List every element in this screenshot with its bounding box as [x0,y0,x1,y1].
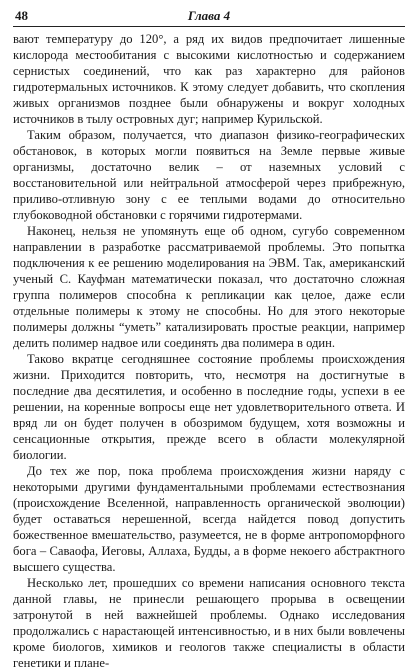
paragraph-2: Таким образом, получается, что диапазон физико-географических обстановок, в которых могли появиться на Земле первые живые организмы, достаточно велик – от наземных условий с восстановительной или нейтральной атмосферой через прибрежную, приливо-отливную зону с ее теплыми водами до относительно глубоководной обстановки с горячими гидротермами. [13,128,405,222]
paragraph-3: Наконец, нельзя не упомянуть еще об одном, сугубо современном направлении в разработке рассматриваемой проблемы. Это попытка подключения к ее решению моделирования на ЭВМ. Так, американский ученый С. Кауфман математически показал, что достаточно сложная группа полимеров способна к репликации как целое, даже если отдельные полимеры к этому не способны. Но для этого некоторые полимеры должны “уметь” катализировать простые реакции, например делить полимер надвое или соединять два полимера в один. [13,224,405,350]
running-header [13,6,405,27]
paragraph-4: Таково вкратце сегодняшнее состояние проблемы происхождения жизни. Приходится повторить, что, несмотря на достигнутые в последние два десятилетия, и особенно в последние годы, успехи в ее решении, на коренные вопросы еще нет удовлетворительного ответа. И вряд ли он будет получен в обозримом будущем, хотя возможны и сенсационные открытия, прежде всего в области молекулярной биологии. [13,352,405,462]
paragraph-6: Несколько лет, прошедших со времени написания основного текста данной главы, не принесли решающего прорыва в освещении затронутой в ней важнейшей проблемы. Однако исследования продолжались с нарастающей интенсивностью, и в них были вовлечены кроме биологов, химиков и геологов также специалисты в области генетики и плане- [13,576,405,670]
body-text [13,31,405,671]
page-number: 48 [15,8,28,23]
chapter-title: Глава 4 [187,8,231,23]
paragraph-5: До тех же пор, пока проблема происхождения жизни наряду с некоторыми другими фундаментальными проблемами естествознания (происхождение Вселенной, направленность органической эволюции) будет оставаться нерешенной, всегда найдется повод допустить божественное вмешательство, разумеется, не в форме антропоморфного бога – Саваофа, Иеговы, Аллаха, Будды, а в форме некоего абстрактного высшего существа. [13,464,405,574]
paragraph-1: вают температуру до 120°, а ряд их видов предпочитает лишенные кислорода местообитания с высокими кислотностью и содержанием сернистых соединений, что как раз характерно для районов гидротермальных источников. К этому следует добавить, что скопления живых организмов позднее были обнаружены и вокруг холодных источников в тылу островных дуг; например Курильской. [13,32,405,126]
